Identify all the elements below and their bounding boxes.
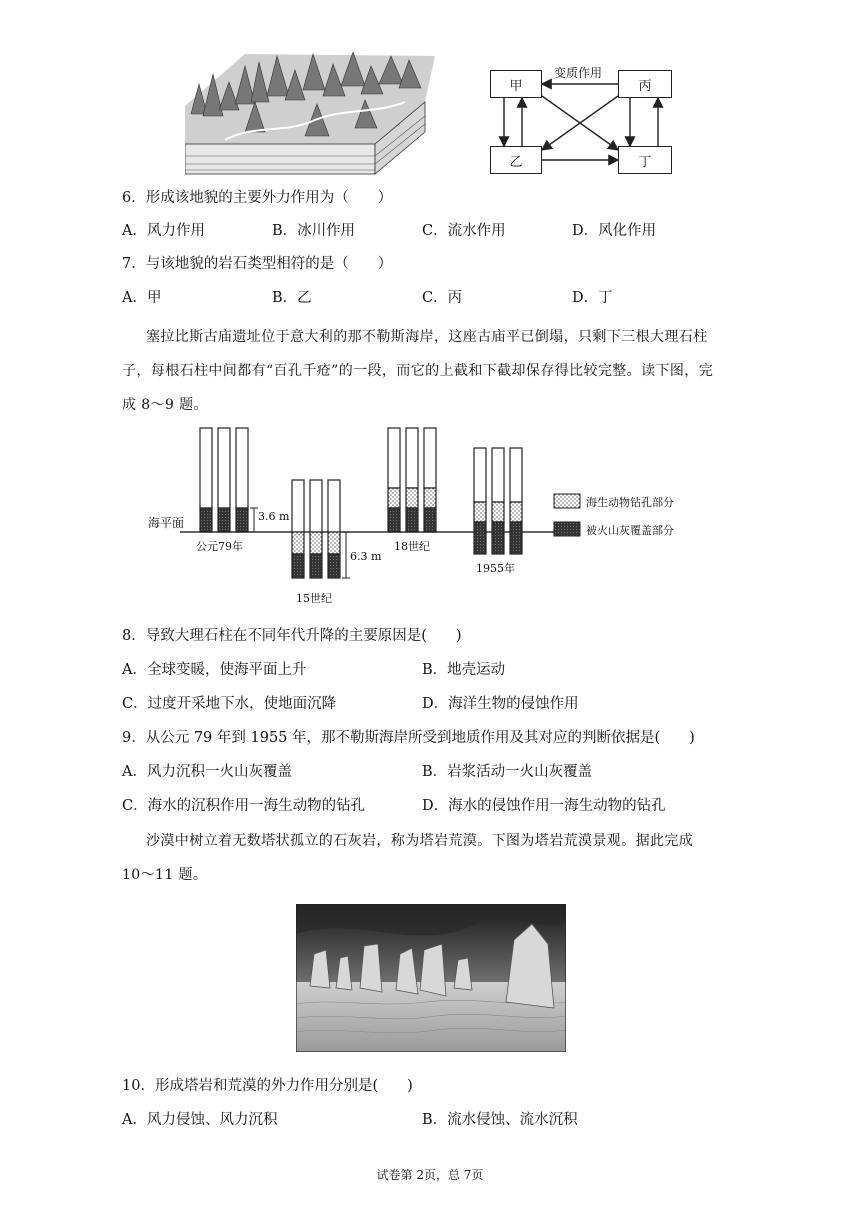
q6-option-b[interactable]: B．冰川作用: [272, 223, 356, 239]
question-6-stem: 6．形成该地貌的主要外力作用为（ ）: [122, 190, 393, 206]
q9-option-a[interactable]: A．风力沉积一火山灰覆盖: [122, 764, 292, 780]
q8-option-d[interactable]: D．海洋生物的侵蚀作用: [422, 696, 579, 712]
q7-option-d[interactable]: D．丁: [572, 290, 613, 306]
q9-option-b[interactable]: B．岩浆活动一火山灰覆盖: [422, 764, 593, 780]
page-footer: 试卷第 2页，总 7页: [376, 1168, 484, 1182]
q6-option-c[interactable]: C．流水作用: [422, 223, 506, 239]
box-ding: 丁: [618, 146, 672, 174]
box-bing: 丙: [618, 70, 672, 98]
question-7-stem: 7．与该地貌的岩石类型相符的是（ ）: [122, 256, 393, 272]
passage-serapis-line1: 塞拉比斯古庙遗址位于意大利的那不勒斯海岸，这座古庙平已倒塌，只剩下三根大理石柱: [146, 329, 708, 345]
box-jia: 甲: [490, 70, 542, 98]
karst-landform-block-image: [185, 44, 435, 176]
legend-ash-label: 被火山灰覆盖部分: [586, 524, 674, 537]
question-9-stem: 9．从公元 79 年到 1955 年，那不勒斯海岸所受到地质作用及其对应的判断依据是( ): [122, 730, 695, 746]
passage-pinnacles-line2: 10～11 题。: [122, 867, 208, 883]
q10-option-a[interactable]: A．风力侵蚀、风力沉积: [122, 1112, 278, 1128]
rock-cycle-diagram: [488, 62, 676, 176]
q8-option-b[interactable]: B．地壳运动: [422, 662, 506, 678]
q6-option-d[interactable]: D．风化作用: [572, 223, 657, 239]
q9-option-c[interactable]: C．海水的沉积作用一海生动物的钻孔: [122, 798, 366, 814]
q9-option-d[interactable]: D．海水的侵蚀作用一海生动物的钻孔: [422, 798, 666, 814]
time-label-1955: 1955年: [476, 562, 515, 575]
height-label-3-6m: 3.6 m: [258, 510, 290, 523]
passage-serapis-line2: 子，每根石柱中间都有“百孔千疮”的一段，而它的上截和下截却保存得比较完整。读下图，完: [122, 363, 714, 379]
q7-option-b[interactable]: B．乙: [272, 290, 312, 306]
q8-option-a[interactable]: A．全球变暖，使海平面上升: [122, 662, 307, 678]
passage-pinnacles-line1: 沙漠中树立着无数塔状孤立的石灰岩，称为塔岩荒漠。下图为塔岩荒漠景观。据此完成: [146, 833, 694, 849]
time-label-15th: 15世纪: [296, 592, 332, 605]
sea-level-label: 海平面: [148, 516, 185, 530]
question-10-stem: 10．形成塔岩和荒漠的外力作用分别是( ): [122, 1078, 413, 1094]
time-label-18th: 18世纪: [394, 540, 430, 553]
box-yi: 乙: [490, 146, 542, 174]
pinnacles-desert-photo: [296, 904, 566, 1052]
q8-option-c[interactable]: C．过度开采地下水，使地面沉降: [122, 696, 337, 712]
q7-option-a[interactable]: A．甲: [122, 290, 162, 306]
height-label-6-3m: 6.3 m: [350, 550, 382, 563]
q6-option-a[interactable]: A．风力作用: [122, 223, 205, 239]
metamorphism-label: 变质作用: [554, 66, 603, 80]
time-label-79ad: 公元79年: [196, 540, 243, 553]
q7-option-c[interactable]: C．丙: [422, 290, 463, 306]
pillar-sea-level-figure: [140, 420, 720, 612]
passage-serapis-line3: 成 8～9 题。: [122, 397, 208, 413]
legend-drilled-label: 海生动物钻孔部分: [586, 496, 674, 509]
q10-option-b[interactable]: B．流水侵蚀、流水沉积: [422, 1112, 578, 1128]
question-8-stem: 8．导致大理石柱在不同年代升降的主要原因是( ): [122, 628, 462, 644]
